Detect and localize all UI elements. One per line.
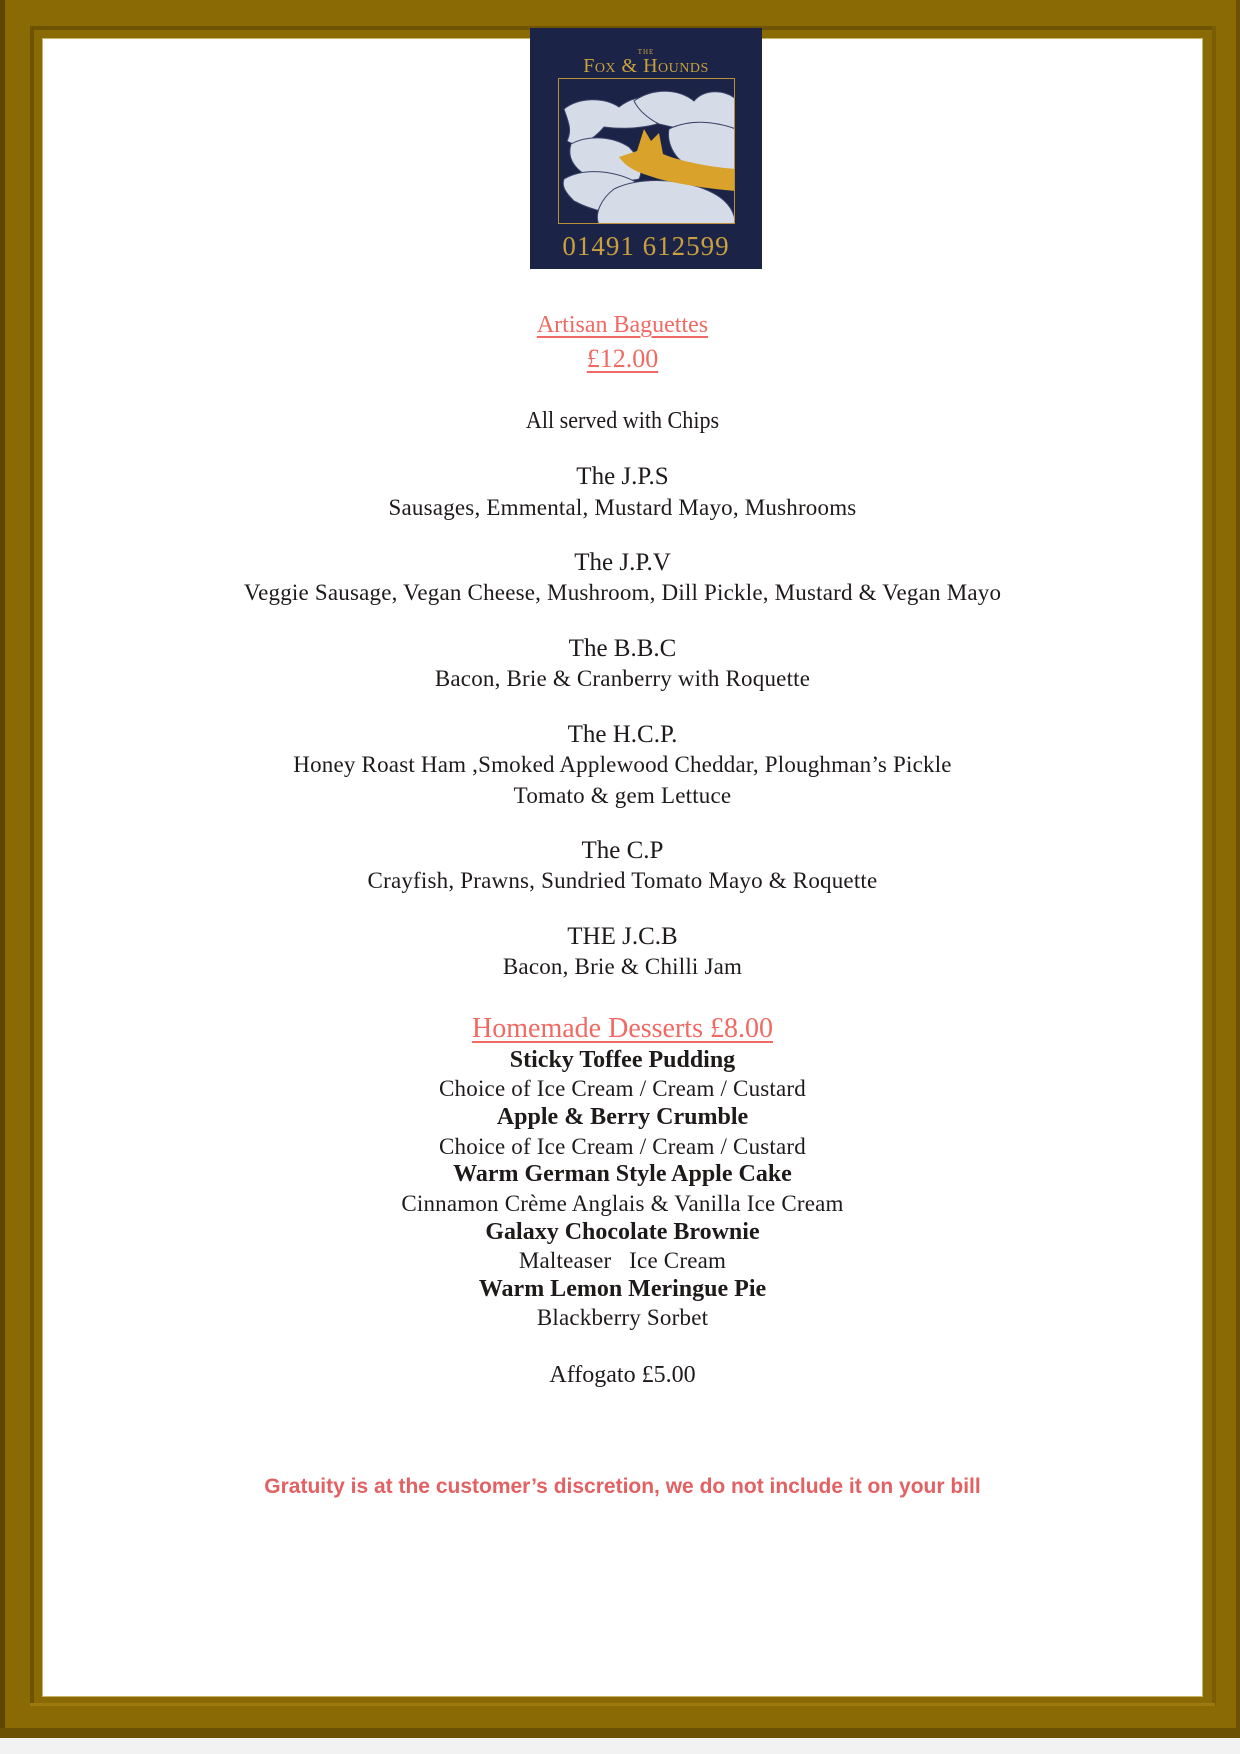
dessert-description: Choice of Ice Cream / Cream / Custard <box>439 1076 806 1101</box>
frame-groove <box>1212 26 1216 1706</box>
baguette-description: Sausages, Emmental, Mustard Mayo, Mushrooms <box>388 495 857 520</box>
baguette-name: The J.P.V <box>574 549 671 576</box>
dessert-name: Warm German Style Apple Cake <box>453 1161 792 1187</box>
logo-the: THE <box>637 48 655 56</box>
dessert-description: Cinnamon Crème Anglais & Vanilla Ice Cream <box>401 1191 844 1216</box>
baguette-description: Veggie Sausage, Vegan Cheese, Mushroom, Dill Pickle, Mustard & Vegan Mayo <box>243 580 1002 605</box>
baguette-name: THE J.C.B <box>567 923 678 950</box>
dessert-name: Galaxy Chocolate Brownie <box>485 1219 760 1245</box>
baguette-description: Crayfish, Prawns, Sundried Tomato Mayo & Roquette <box>367 868 878 893</box>
frame-edge <box>1236 0 1240 1738</box>
dessert-name: Warm Lemon Meringue Pie <box>478 1276 767 1302</box>
baguette-description: Honey Roast Ham ,Smoked Applewood Cheddar, Ploughman’s Pickle <box>293 752 952 777</box>
frame-edge <box>0 0 5 1738</box>
dessert-name: Apple & Berry Crumble <box>496 1104 749 1130</box>
baguette-name: The B.B.C <box>568 635 677 662</box>
dessert-description: Blackberry Sorbet <box>536 1305 709 1330</box>
baguette-description: Bacon, Brie & Chilli Jam <box>502 954 743 979</box>
gratuity-note: Gratuity is at the customer’s discretion, we do not include it on your bill <box>264 1475 981 1498</box>
menu-page <box>42 38 1203 1697</box>
desserts-title: Homemade Desserts £8.00 <box>472 1013 773 1044</box>
baguette-description: Bacon, Brie & Cranberry with Roquette <box>434 666 811 691</box>
baguettes-title: Artisan Baguettes <box>536 312 709 338</box>
dessert-name: Sticky Toffee Pudding <box>509 1047 736 1073</box>
logo-name: Fox & Hounds <box>583 55 709 77</box>
frame-groove <box>30 1703 1215 1706</box>
frame-edge <box>0 1728 1240 1738</box>
baguette-description: Tomato & gem Lettuce <box>513 783 732 808</box>
dessert-description: Choice of Ice Cream / Cream / Custard <box>439 1134 806 1159</box>
baguette-name: The H.C.P. <box>567 721 678 748</box>
baguette-name: The C.P <box>581 837 664 864</box>
served-with-note: All served with Chips <box>525 408 720 434</box>
fox-and-hounds-illustration-icon <box>558 78 735 224</box>
baguettes-price: £12.00 <box>586 344 659 373</box>
baguette-name: The J.P.S <box>576 463 669 490</box>
logo-phone-number: 01491 612599 <box>562 231 730 261</box>
pub-logo <box>530 28 762 269</box>
frame-groove <box>30 26 34 1706</box>
dessert-description: Malteaser Ice Cream <box>518 1248 727 1273</box>
affogato-item: Affogato £5.00 <box>549 1362 696 1388</box>
